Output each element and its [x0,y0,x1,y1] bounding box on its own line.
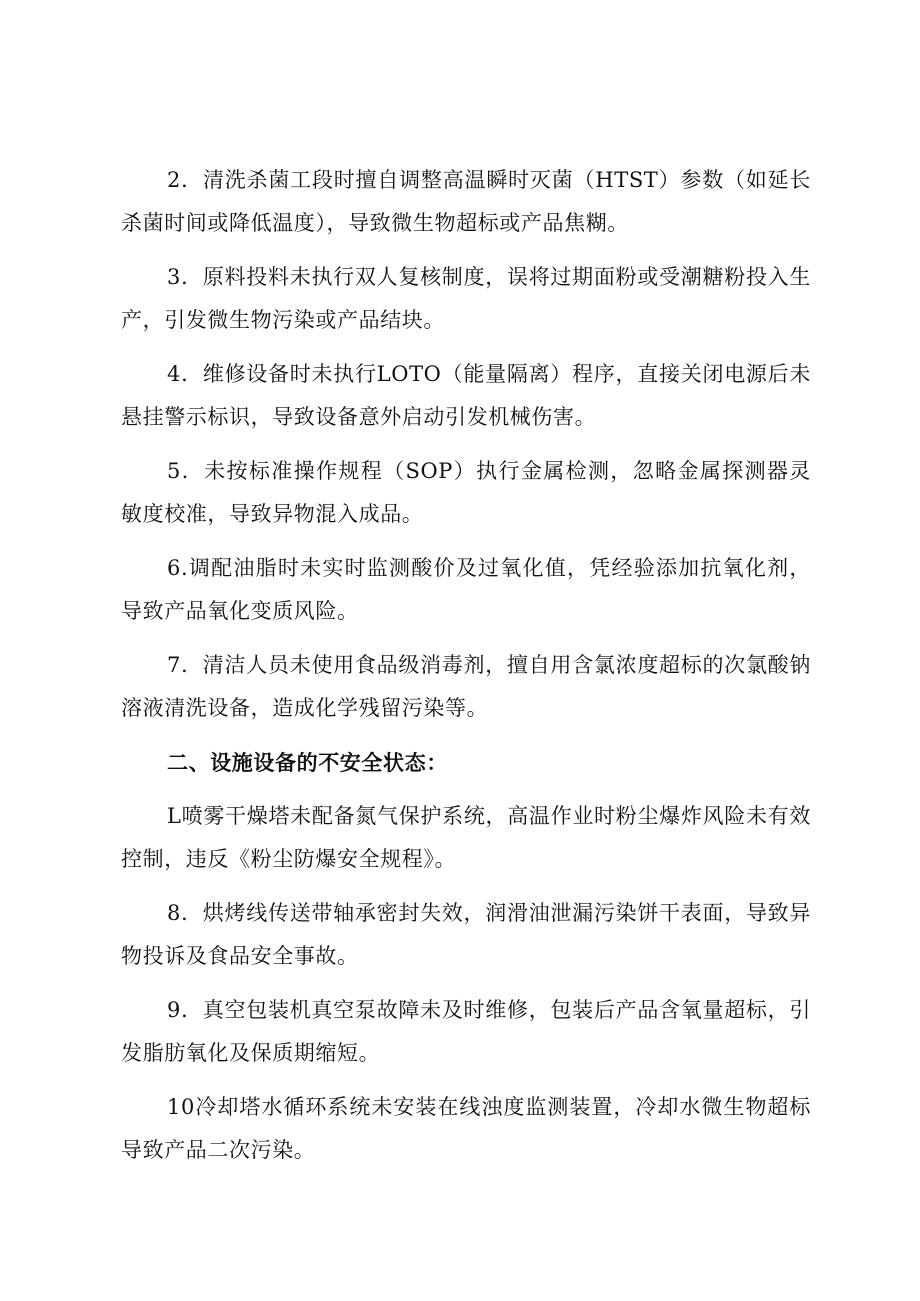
paragraph-item-7: 7．清洁人员未使用食品级消毒剂，擅自用含氯浓度超标的次氯酸钠溶液清洗设备，造成化学残留污染等。 [121,653,811,720]
paragraph-item-5: 5．未按标准操作规程（SOP）执行金属检测，忽略金属探测器灵敏度校准，导致异物混入成品。 [121,459,811,526]
section-heading: 二、设施设备的不安全状态： [167,750,448,775]
paragraph-item-3: 3．原料投料未执行双人复核制度，误将过期面粉或受潮糖粉投入生产，引发微生物污染或产品结块。 [121,265,811,332]
paragraph-item-6: 6.调配油脂时未实时监测酸价及过氧化值，凭经验添加抗氧化剂，导致产品氧化变质风险。 [121,556,811,623]
facility-item-9: 9．真空包装机真空泵故障未及时维修，包装后产品含氧量超标，引发脂肪氧化及保质期缩短。 [121,998,811,1065]
facility-item-1: L喷雾干燥塔未配备氮气保护系统，高温作业时粉尘爆炸风险未有效控制，违反《粉尘防爆安全规程》。 [121,804,811,871]
facility-item-10: 10冷却塔水循环系统未安装在线浊度监测装置，冷却水微生物超标导致产品二次污染。 [121,1095,811,1162]
facility-item-8: 8．烘烤线传送带轴承密封失效，润滑油泄漏污染饼干表面，导致异物投诉及食品安全事故。 [121,901,811,968]
paragraph-item-2: 2．清洗杀菌工段时擅自调整高温瞬时灭菌（HTST）参数（如延长杀菌时间或降低温度），导致微生物超标或产品焦糊。 [121,168,811,235]
document-page [121,159,811,1183]
paragraph-item-4: 4．维修设备时未执行LOTO（能量隔离）程序，直接关闭电源后未悬挂警示标识，导致设备意外启动引发机械伤害。 [121,362,811,429]
